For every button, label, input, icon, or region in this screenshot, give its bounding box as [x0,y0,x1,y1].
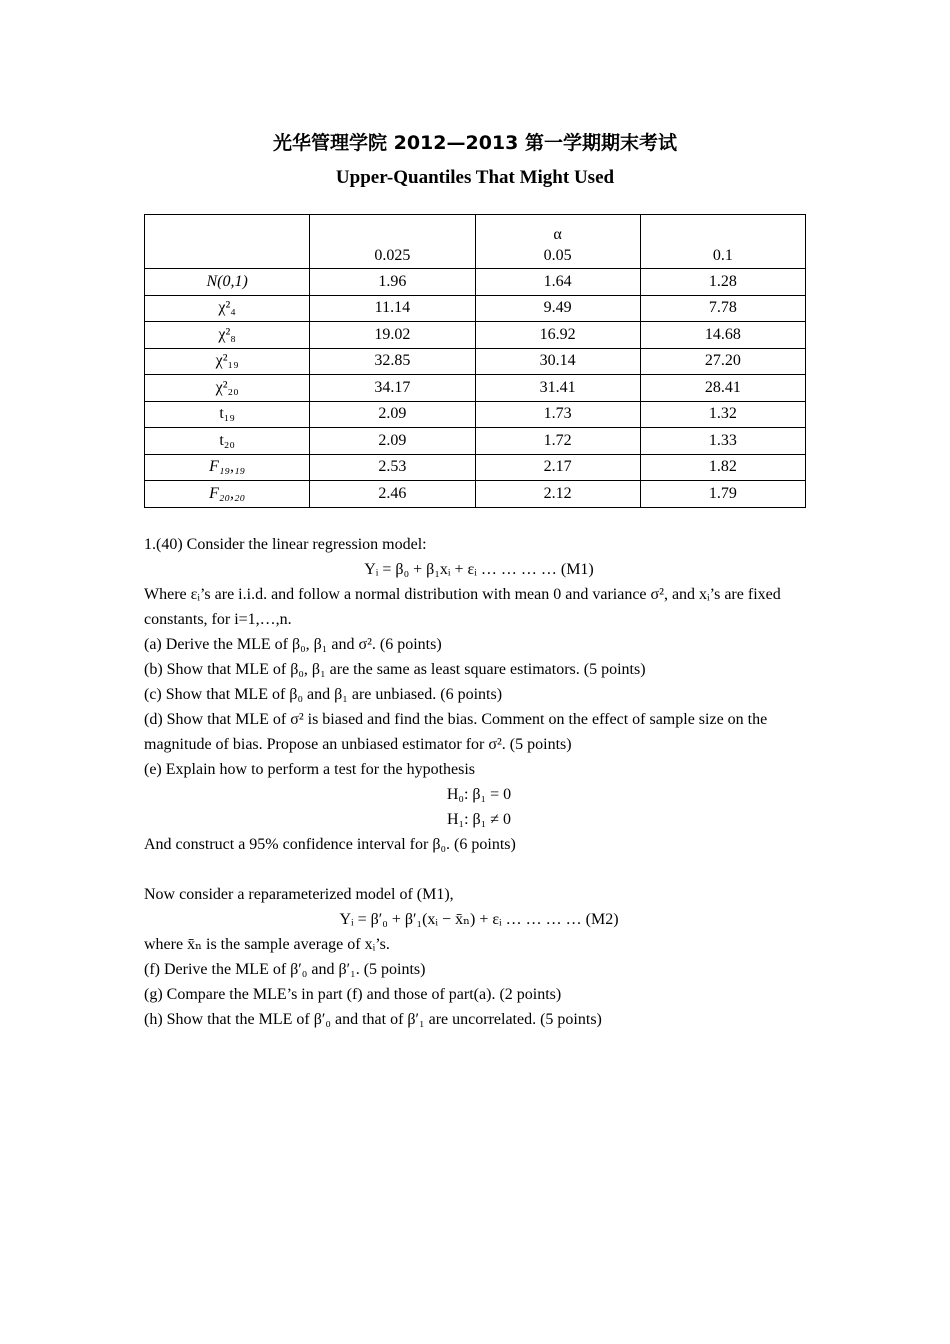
row-label: χ²₁₉ [145,348,310,375]
table-cell: 7.78 [640,295,805,322]
part-g: (g) Compare the MLE’s in part (f) and those of part(a). (2 points) [144,986,562,1003]
column-header: 0.05 [543,247,572,264]
table-cell: 27.20 [640,348,805,375]
row-label: t₂₀ [145,428,310,455]
model-m1-equation: Yᵢ = β₀ + β₁xᵢ + εᵢ … … … … (M1) [364,561,594,578]
table-cell: 2.17 [475,454,640,481]
confidence-interval-text: And construct a 95% confidence interval for β₀. (6 points) [144,836,516,853]
table-cell: 1.79 [640,481,805,508]
part-c: (c) Show that MLE of β₀ and β₁ are unbiased. (6 points) [144,686,503,703]
table-row [145,322,806,349]
part-e: (e) Explain how to perform a test for the hypothesis [144,761,476,778]
alpha-label: α [553,226,562,243]
table-cell: 9.49 [475,295,640,322]
alternative-hypothesis: H₁: β₁ ≠ 0 [446,811,512,828]
table-cell: 14.68 [640,322,805,349]
reparameterized-intro: Now consider a reparameterized model of (M1), [144,886,454,903]
page-title: 光华管理学院 2012—2013 第一学期期末考试 [273,132,677,154]
column-header: 0.1 [712,247,733,264]
table-cell: 2.09 [310,401,475,428]
table-cell: 1.82 [640,454,805,481]
spacer [144,857,814,882]
table-cell: 1.33 [640,428,805,455]
table-cell: 1.72 [475,428,640,455]
model-m2-equation: Yᵢ = β′₀ + β′₁(xᵢ − x̄ₙ) + εᵢ … … … … (M2) [339,911,619,928]
table-cell: 2.53 [310,454,475,481]
part-b: (b) Show that MLE of β₀, β₁ are the same as least square estimators. (5 points) [144,661,646,678]
table-cell: 2.12 [475,481,640,508]
table-row [145,295,806,322]
row-label: χ²₂₀ [145,375,310,402]
row-label: F₁₉,₁₉ [145,454,310,481]
table-row [145,454,806,481]
quantile-table [144,214,806,508]
sample-average-text: where x̄ₙ is the sample average of xᵢ’s. [144,936,390,953]
row-label: χ²₄ [145,295,310,322]
column-header: 0.025 [374,247,411,264]
row-label: χ²₈ [145,322,310,349]
table-cell: 1.64 [475,269,640,296]
header-empty-cell [145,215,310,269]
part-d: (d) Show that MLE of σ² is biased and find the bias. Comment on the effect of sample size on the magnitude of bias. Propose an unbiased estimator for σ². (5 points) [144,711,768,753]
row-label: t₁₉ [145,401,310,428]
header-cell-alpha [475,215,640,269]
table-cell: 1.32 [640,401,805,428]
assumptions-text: Where εᵢ’s are i.i.d. and follow a normal distribution with mean 0 and variance σ², and xᵢ’s are fixed constants, for i=1,…,n. [144,586,781,628]
header-cell [640,215,805,269]
table-cell: 1.28 [640,269,805,296]
table-row [145,375,806,402]
table-cell: 1.73 [475,401,640,428]
row-label: F₂₀,₂₀ [145,481,310,508]
table-cell: 34.17 [310,375,475,402]
table-cell: 32.85 [310,348,475,375]
header-cell [310,215,475,269]
table-cell: 30.14 [475,348,640,375]
table-cell: 28.41 [640,375,805,402]
part-f: (f) Derive the MLE of β′₀ and β′₁. (5 points) [144,961,426,978]
table-row [145,401,806,428]
part-a: (a) Derive the MLE of β₀, β₁ and σ². (6 points) [144,636,442,653]
table-cell: 2.09 [310,428,475,455]
table-row [145,481,806,508]
table-cell: 19.02 [310,322,475,349]
table-cell: 2.46 [310,481,475,508]
table-row [145,428,806,455]
part-h: (h) Show that the MLE of β′₀ and that of β′₁ are uncorrelated. (5 points) [144,1011,602,1028]
table-cell: 1.96 [310,269,475,296]
table-row [145,269,806,296]
null-hypothesis: H₀: β₁ = 0 [446,786,512,803]
table-cell: 31.41 [475,375,640,402]
question-intro: 1.(40) Consider the linear regression model: [144,536,427,553]
table-cell: 11.14 [310,295,475,322]
question-body [144,532,814,1032]
table-title: Upper-Quantiles That Might Used [335,167,615,188]
table-cell: 16.92 [475,322,640,349]
table-header-row [145,215,806,269]
row-label: N(0,1) [145,269,310,296]
table-row [145,348,806,375]
